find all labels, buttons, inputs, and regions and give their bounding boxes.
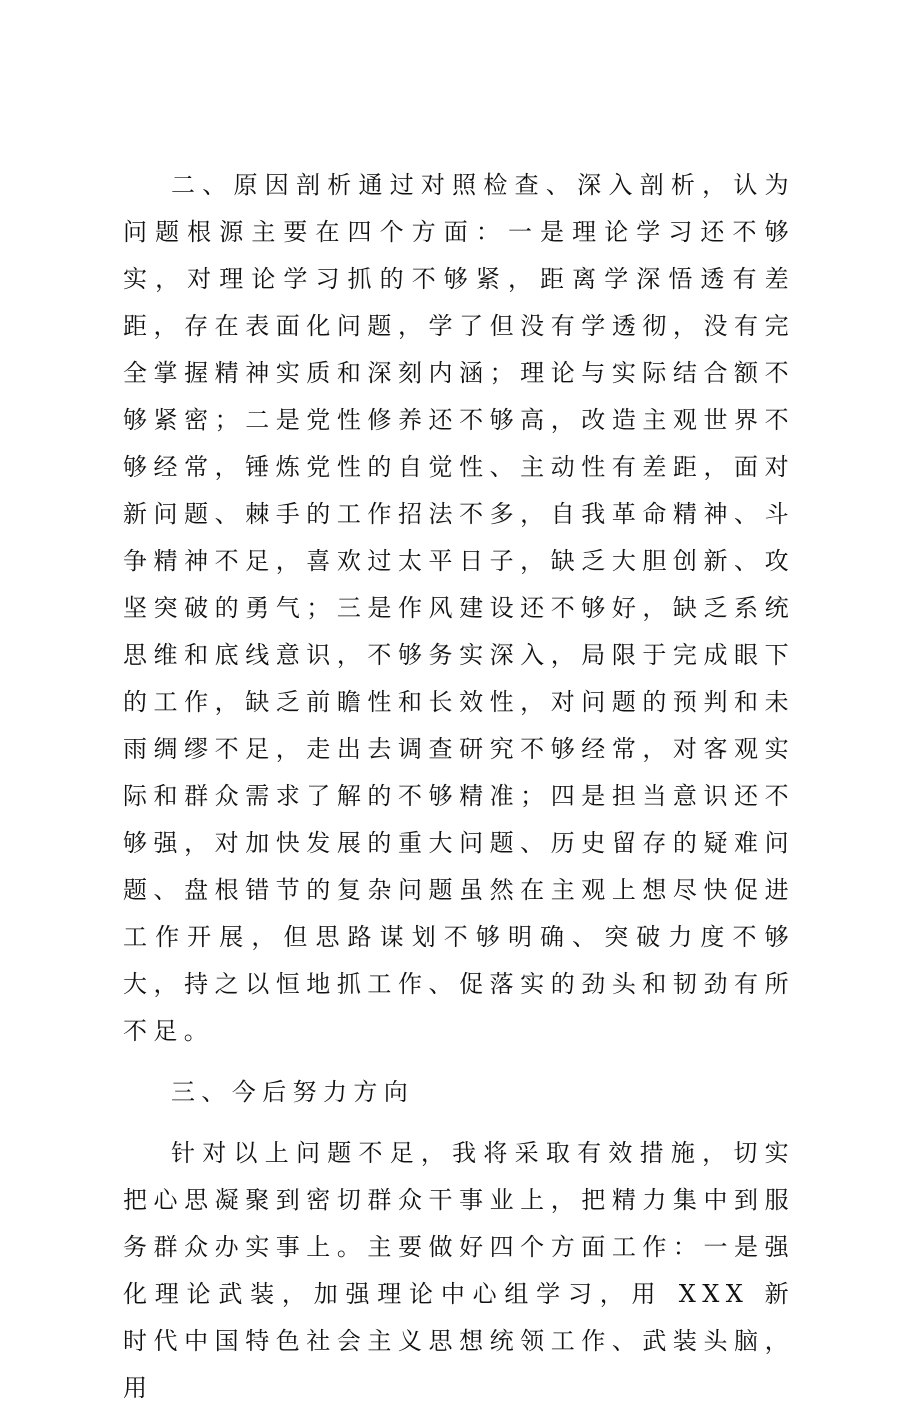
document-body [123, 162, 795, 1412]
paragraph-measures: 针对以上问题不足，我将采取有效措施，切实把心思凝聚到密切群众干事业上，把精力集中到服务群众办实事上。主要做好四个方面工作：一是强化理论武装，加强理论中心组学习，用 XXX 新时代中国特色社会主义思想统领工作、武装头脑，用 [123, 1139, 795, 1402]
section-heading-future-direction: 三、今后努力方向 [171, 1078, 415, 1106]
paragraph-cause-analysis: 二、原因剖析通过对照检查、深入剖析，认为问题根源主要在四个方面：一是理论学习还不够实，对理论学习抓的不够紧，距离学深悟透有差距，存在表面化问题，学了但没有学透彻，没有完全掌握精神实质和深刻内涵；理论与实际结合额不够紧密；二是党性修养还不够高，改造主观世界不够经常，锤炼党性的自觉性、主动性有差距，面对新问题、棘手的工作招法不多，自我革命精神、斗争精神不足，喜欢过太平日子，缺乏大胆创新、攻坚突破的勇气；三是作风建设还不够好，缺乏系统思维和底线意识，不够务实深入，局限于完成眼下的工作，缺乏前瞻性和长效性，对问题的预判和未雨绸缪不足，走出去调查研究不够经常，对客观实际和群众需求了解的不够精准；四是担当意识还不够强，对加快发展的重大问题、历史留存的疑难问题、盘根错节的复杂问题虽然在主观上想尽快促进工作开展，但思路谋划不够明确、突破力度不够大，持之以恒地抓工作、促落实的劲头和韧劲有所不足。 [123, 171, 795, 1045]
